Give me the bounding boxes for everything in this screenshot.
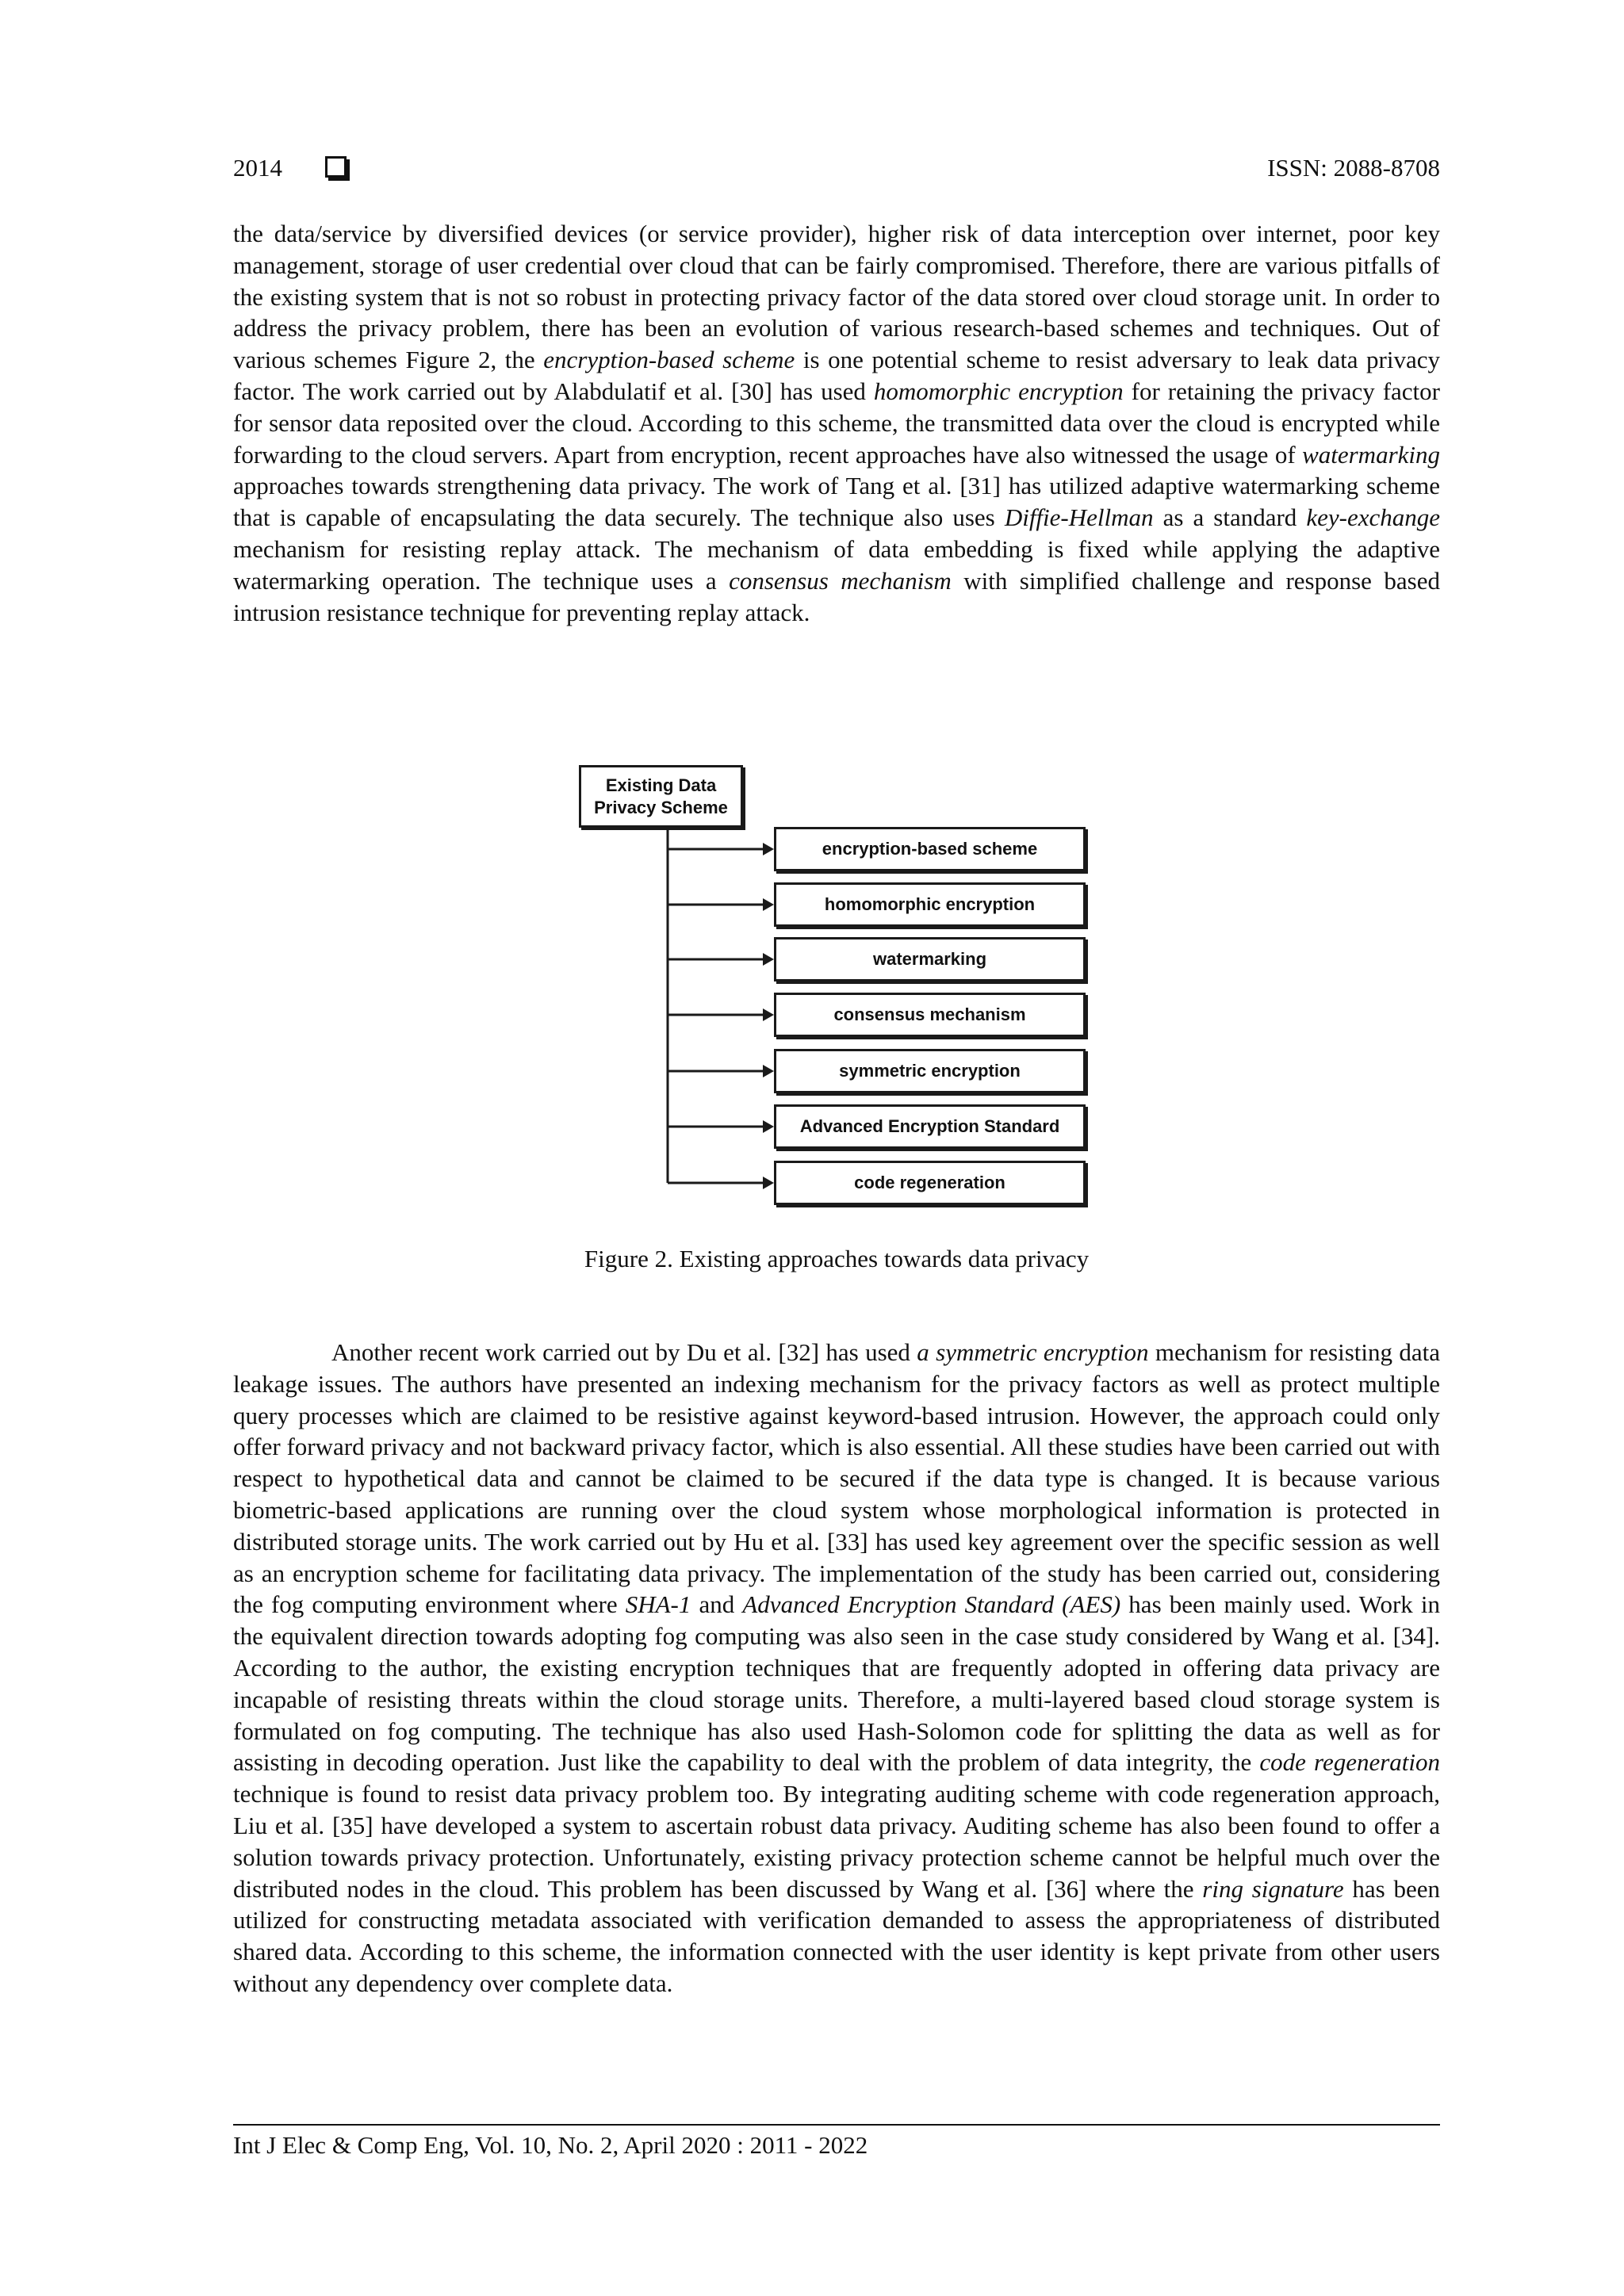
para1-term-key-exchange: key-exchange: [1306, 503, 1440, 532]
para1-text-4: approaches towards strengthening data privacy. The work of Tang et al. [31] has utilized adaptive watermarking scheme that is capable of encapsulating the data securely. The technique also uses: [233, 472, 1440, 532]
para1-term-consensus-mechanism: consensus mechanism: [729, 566, 952, 595]
para1-text-2: is one potential scheme to resist adversary to leak data privacy factor. The work carried out by Alabdulatif et al. [30] has used: [233, 346, 1440, 405]
connector-arrow-3: [668, 953, 774, 966]
para2-term-sha-1: SHA-1: [625, 1590, 691, 1619]
para2-term-ring-signature: ring signature: [1202, 1874, 1344, 1903]
connector-arrow-2: [668, 898, 774, 911]
diagram-node-encryption-based-scheme: encryption-based scheme: [774, 827, 1086, 871]
diagram-node-consensus-mechanism: consensus mechanism: [774, 993, 1086, 1037]
para1-term-encryption-based-scheme: encryption-based scheme: [543, 346, 795, 374]
diagram-node-watermarking: watermarking: [774, 937, 1086, 982]
footer-divider: [233, 2124, 1440, 2126]
para1-term-homomorphic-encryption: homomorphic encryption: [873, 377, 1124, 405]
para2-term-code-regeneration: code regeneration: [1259, 1748, 1441, 1777]
body-paragraph-1: [233, 218, 1440, 628]
para2-text-5: technique is found to resist data privacy problem too. By integrating auditing scheme with code regeneration approach, Liu et al. [35] have developed a system to ascertain robust data privacy. Auditing scheme has also been found to offer a solution towards privacy protection. Unfortunately, existing privacy protection scheme cannot be helpful much over the distributed nodes in the cloud. This problem has been discussed by Wang et al. [36] where the: [233, 1780, 1440, 1903]
connector-arrow-1: [668, 843, 774, 855]
para2-text-4: has been mainly used. Work in the equivalent direction towards adopting fog computing was also seen in the case study considered by Wang et al. [34]. According to the author, the existing encryption techniques that are frequently adopted in offering data privacy are incapable of resisting threats within the cloud storage units. Therefore, a multi-layered based cloud storage system is formulated on fog computing. The technique has also used Hash-Solomon code for splitting the data as well as for assisting in decoding operation. Just like the capability to deal with the problem of data integrity, the: [233, 1590, 1441, 1777]
para1-text-3: for retaining the privacy factor for sensor data reposited over the cloud. According to this scheme, the transmitted data over the cloud is encrypted while forwarding to the cloud servers. Apart from encryption, recent approaches have also witnessed the usage of: [233, 377, 1440, 469]
connector-arrow-6: [668, 1120, 774, 1133]
page-number: 2014: [233, 154, 282, 182]
para1-text-1: the data/service by diversified devices (or service provider), higher risk of data interception over internet, poor key management, storage of user credential over cloud that can be fairly compromised. Therefore, there are various pitfalls of the existing system that is not so robust in protecting privacy factor of the data stored over cloud storage unit. In order to address the privacy problem, there has been an evolution of various research-based schemes and techniques. Out of various schemes Figure 2, the: [233, 220, 1440, 374]
para1-term-diffie-hellman: Diffie-Hellman: [1004, 503, 1154, 532]
footer-citation: Int J Elec & Comp Eng, Vol. 10, No. 2, April 2020 : 2011 - 2022: [233, 2131, 868, 2159]
para2-text-2: mechanism for resisting data leakage issues. The authors have presented an indexing mechanism for the privacy factors as well as protect multiple query processes which are claimed to be resistive against keyword-based intrusion. However, the approach could only offer forward privacy and not backward privacy factor, which is also essential. All these studies have been carried out with respect to hypothetical data and cannot be claimed to be secured if the data type is changed. It is because various biometric-based applications are running over the cloud system whose morphological information is protected in distributed storage units. The work carried out by Hu et al. [33] has used key agreement over the specific session as well as an encryption scheme for facilitating data privacy. The implementation of the study has been carried out, considering the fog computing environment where: [233, 1338, 1440, 1619]
para2-term-symmetric-encryption: a symmetric encryption: [917, 1338, 1149, 1366]
para2-text-6: has been utilized for constructing metadata associated with verification demanded to assess the appropriateness of distributed shared data. According to this scheme, the information connected with the user identity is kept private from other users without any dependency over complete data.: [233, 1874, 1441, 1997]
diagram-node-symmetric-encryption: symmetric encryption: [774, 1049, 1086, 1093]
connector-arrow-7: [668, 1177, 774, 1189]
square-bullet-icon: [325, 156, 347, 178]
para2-text-1: Another recent work carried out by Du et al. [32] has used: [331, 1338, 917, 1366]
connector-arrow-4: [668, 1008, 774, 1021]
issn-label: ISSN: 2088-8708: [1267, 154, 1440, 182]
para1-text-6: mechanism for resisting replay attack. The mechanism of data embedding is fixed while applying the adaptive watermarking operation. The technique uses a: [233, 534, 1440, 595]
figure-caption: Figure 2. Existing approaches towards data privacy: [584, 1245, 1090, 1272]
body-paragraph-2: [233, 1337, 1440, 1999]
para1-text-5: as a standard: [1153, 503, 1307, 532]
figure-2-diagram: [555, 753, 1126, 1205]
para2-text-3: and: [691, 1590, 743, 1619]
root-node-line-2: Privacy Scheme: [594, 797, 728, 817]
connector-arrow-5: [668, 1065, 774, 1077]
diagram-node-code-regeneration: code regeneration: [774, 1161, 1086, 1205]
para1-term-watermarking: watermarking: [1302, 440, 1440, 469]
diagram-node-homomorphic-encryption: homomorphic encryption: [774, 882, 1086, 927]
diagram-root-node: [579, 765, 743, 828]
root-node-line-1: Existing Data: [605, 775, 717, 795]
diagram-node-advanced-encryption-standard: Advanced Encryption Standard: [774, 1104, 1086, 1149]
page-header: [233, 154, 1440, 189]
para1-text-7: with simplified challenge and response based intrusion resistance technique for preventing replay attack.: [233, 566, 1440, 626]
para2-term-aes: Advanced Encryption Standard (AES): [742, 1590, 1121, 1619]
